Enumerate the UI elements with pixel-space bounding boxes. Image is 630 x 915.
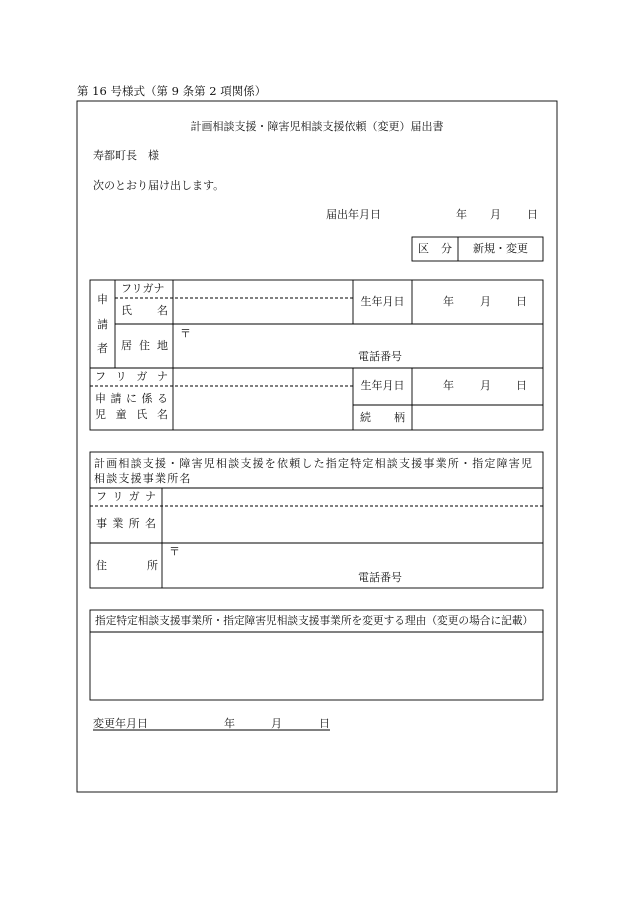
applicant-phone-label: 電話番号	[358, 350, 402, 363]
applicant-section-char: 申	[97, 293, 108, 306]
category-label: 区 分	[418, 242, 452, 255]
filing-date-month-unit: 月	[490, 208, 501, 221]
addressee: 寿都町長 様	[93, 149, 159, 162]
applicant-name-label: 氏 名	[121, 304, 168, 317]
applicant-birth-label: 生年月日	[360, 295, 405, 308]
office-name-label: 事 業 所 名	[96, 517, 156, 530]
applicant-postal-mark: 〒	[180, 327, 191, 340]
applicant-birth-month-unit: 月	[480, 295, 491, 308]
office-phone-label: 電話番号	[358, 571, 402, 584]
applicant-section-char: 請	[97, 318, 108, 331]
document-title: 計画相談支援・障害児相談支援依頼（変更）届出書	[190, 120, 444, 133]
applicant-furigana-label: フリガナ	[121, 282, 165, 295]
applicant-section-char: 者	[97, 342, 108, 355]
category-value: 新規・変更	[473, 242, 528, 255]
filing-date-label: 届出年月日	[326, 208, 381, 221]
child-relation-label: 続 柄	[360, 411, 405, 424]
filing-date-day-unit: 日	[527, 208, 538, 221]
change-date-month-unit: 月	[271, 717, 282, 730]
office-section-header: 計画相談支援・障害児相談支援を依頼した指定特定相談支援事業所・指定障害児相談支援事業所名	[94, 457, 534, 485]
child-birth-year-unit: 年	[443, 379, 454, 392]
applicant-birth-year-unit: 年	[443, 295, 454, 308]
child-name-label-line1: 申 請 に 係 る	[95, 392, 168, 405]
change-reason-header: 指定特定相談支援事業所・指定障害児相談支援事業所を変更する理由（変更の場合に記載）	[95, 615, 534, 627]
filing-date-year-unit: 年	[456, 208, 467, 221]
intro-text: 次のとおり届け出します。	[93, 179, 225, 192]
applicant-birth-day-unit: 日	[516, 295, 527, 308]
child-furigana-label: フ リ ガ ナ	[95, 370, 168, 383]
child-name-label-line2: 児 童 氏 名	[95, 408, 168, 421]
child-birth-month-unit: 月	[480, 379, 491, 392]
office-postal-mark: 〒	[169, 545, 180, 558]
change-date-day-unit: 日	[319, 717, 330, 730]
child-birth-day-unit: 日	[516, 379, 527, 392]
office-furigana-label: フ リ ガ ナ	[96, 490, 156, 503]
change-date-label: 変更年月日	[93, 717, 148, 730]
applicant-address-label: 居 住 地	[121, 339, 168, 352]
outer-frame	[77, 101, 557, 792]
child-birth-label: 生年月日	[360, 379, 405, 392]
office-address-label: 住 所	[96, 559, 158, 572]
change-date-year-unit: 年	[224, 717, 235, 730]
form-number: 第 16 号様式（第 9 条第 2 項関係）	[77, 84, 267, 98]
